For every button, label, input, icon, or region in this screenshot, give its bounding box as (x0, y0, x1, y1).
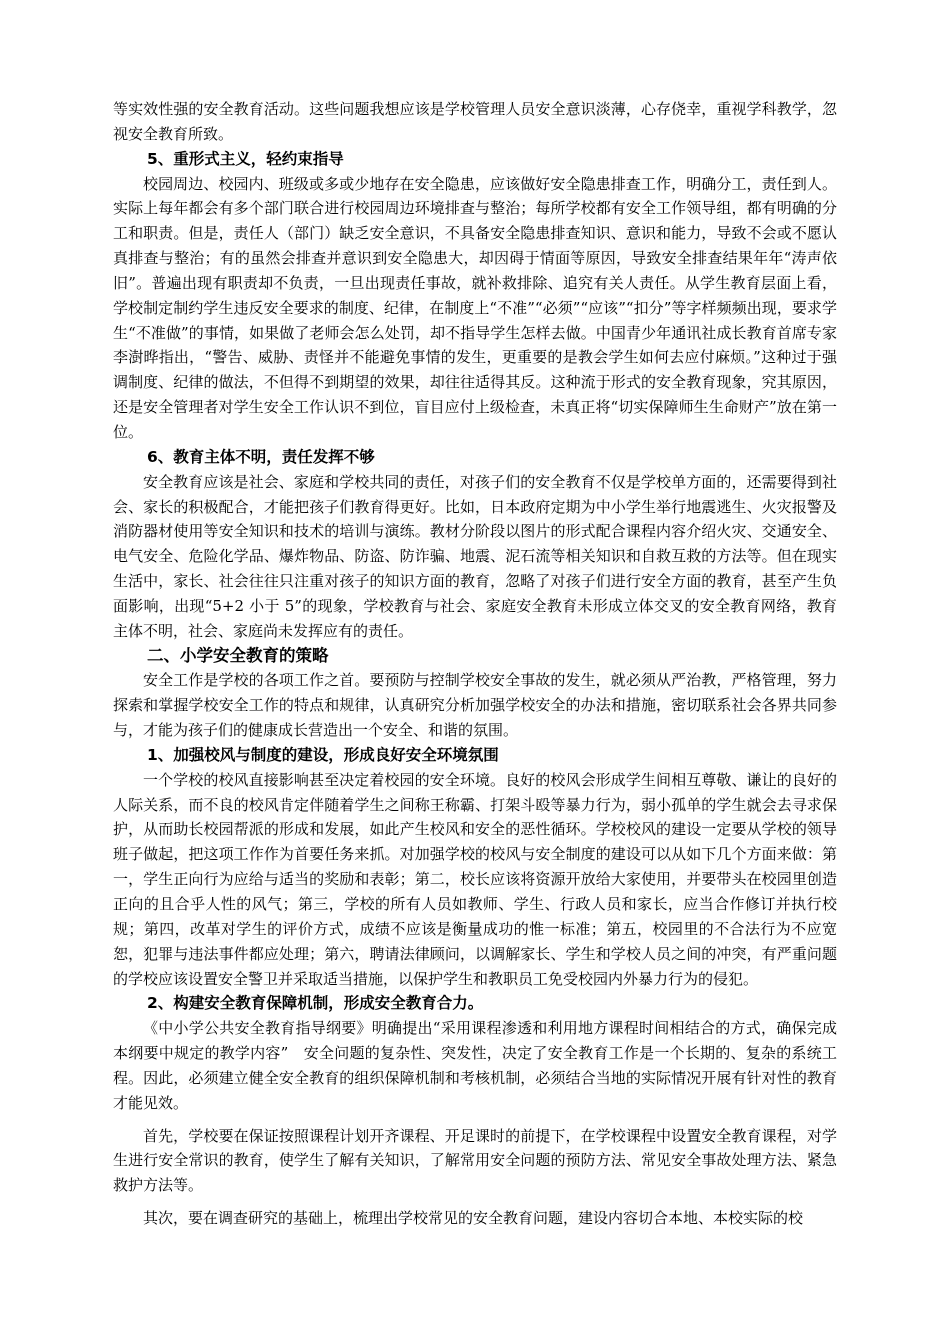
paragraph-guideline: 《中小学公共安全教育指导纲要》明确提出“采用课程渗透和利用地方课程时间相结合的方式，确保完成本纲要中规定的教学内容” 安全问题的复杂性、突发性，决定了安全教育工作是一个长期的、复杂的系统工程。因此，必须建立健全安全教育的组织保障机制和考核机制，必须结合当地的实际情况开展有针对性的教育才能见效。 (113, 1019, 837, 1112)
section-heading-5: 5、重形式主义，轻约束指导 (147, 149, 344, 168)
section-heading-2: 2、构建安全教育保障机制，形成安全教育合力。 (147, 994, 484, 1013)
paragraph-gap (113, 1116, 837, 1124)
chapter-heading-strategies: 二、小学安全教育的策略 (147, 645, 329, 665)
document-page (113, 97, 837, 1231)
paragraph-first: 首先，学校要在保证按照课程计划开齐课程、开足课时的前提下，在学校课程中设置安全教育课程，对学生进行安全常识的教育，使学生了解有关知识，了解常用安全问题的预防方法、常见安全事故处理方法、紧急救护方法等。 (113, 1126, 837, 1195)
paragraph-gap (113, 1198, 837, 1206)
paragraph-education-subject: 安全教育应该是社会、家庭和学校共同的责任，对孩子们的安全教育不仅是学校单方面的，还需要得到社会、家长的积极配合，才能把孩子们教育得更好。比如，日本政府定期为中小学生举行地震逃生、火灾报警及消防器材使用等安全知识和技术的培训与演练。教材分阶段以图片的形式配合课程内容介绍火灾、交通安全、电气安全、危险化学品、爆炸物品、防盗、防诈骗、地震、泥石流等相关知识和自救互救的方法等。但在现实生活中，家长、社会往往只注重对孩子的知识方面的教育，忽略了对孩子们进行安全方面的教育，甚至产生负面影响，出现“5+2 小于 5”的现象，学校教育与社会、家庭安全教育未形成立体交叉的安全教育网络，教育主体不明，社会、家庭尚未发挥应有的责任。 (113, 472, 837, 640)
paragraph-second: 其次，要在调查研究的基础上，梳理出学校常见的安全教育问题，建设内容切合本地、本校实际的校 (143, 1209, 804, 1228)
paragraph-intro-continued: 等实效性强的安全教育活动。这些问题我想应该是学校管理人员安全意识淡薄，心存侥幸，重视学科教学，忽视安全教育所致。 (113, 100, 837, 143)
paragraph-strategies-intro: 安全工作是学校的各项工作之首。要预防与控制学校安全事故的发生，就必须从严治教，严格管理，努力探索和掌握学校安全工作的特点和规律，认真研究分析加强学校安全的办法和措施，密切联系社会各界共同参与，才能为孩子们的健康成长营造出一个安全、和谐的氛围。 (113, 671, 837, 740)
paragraph-formalism: 校园周边、校园内、班级或多或少地存在安全隐患，应该做好安全隐患排查工作，明确分工，责任到人。实际上每年都会有多个部门联合进行校园周边环境排查与整治；每所学校都有安全工作领导组，都有明确的分工和职责。但是，责任人（部门）缺乏安全意识，不具备安全隐患排查知识、意识和能力，导致不会或不愿认真排查与整治；有的虽然会排查并意识到安全隐患大，却因碍于情面等原因，导致安全排查结果年年“涛声依旧”。普遍出现有职责却不负责，一旦出现责任事故，就补救排除、追究有关人责任。从学生教育层面上看，学校制定制约学生违反安全要求的制度、纪律，在制度上“不准”“必须”“应该”“扣分”等字样频频出现，要求学生“不准做”的事情，如果做了老师会怎么处罚，却不指导学生怎样去做。中国青少年通讯社成长教育首席专家李澍晔指出，“警告、威胁、责怪并不能避免事情的发生，更重要的是教会学生如何去应付麻烦。”这种过于强调制度、纪律的做法，不但得不到期望的效果，却往往适得其反。这种流于形式的安全教育现象，究其原因，还是安全管理者对学生安全工作认识不到位，盲目应付上级检查，未真正将“切实保障师生生命财产”放在第一位。 (113, 174, 837, 441)
paragraph-school-culture: 一个学校的校风直接影响甚至决定着校园的安全环境。良好的校风会形成学生间相互尊敬、谦让的良好的人际关系，而不良的校风肯定伴随着学生之间称王称霸、打架斗殴等暴力行为，弱小孤单的学生就会去寻求保护，从而助长校园帮派的形成和发展，如此产生校风和安全的恶性循环。学校校风的建设一定要从学校的领导班子做起，把这项工作作为首要任务来抓。对加强学校的校风与安全制度的建设可以从如下几个方面来做：第一，学生正向行为应给与适当的奖励和表彰；第二，校长应该将资源开放给大家使用，并要带头在校园里创造正向的且合乎人性的风气；第三，学校的所有人员如教师、学生、行政人员和家长，应当合作修订并执行校规；第四，改革对学生的评价方式，成绩不应该是衡量成功的惟一标准；第五，校园里的不合法行为不应宽恕，犯罪与违法事件都应处理；第六，聘请法律顾问，以调解家长、学生和学校人员之间的冲突，有严重问题的学校应该设置安全警卫并采取适当措施，以保护学生和教职员工免受校园内外暴力行为的侵犯。 (113, 770, 837, 988)
section-heading-6: 6、教育主体不明，责任发挥不够 (147, 447, 375, 466)
section-heading-1: 1、加强校风与制度的建设，形成良好安全环境氛围 (147, 745, 499, 764)
